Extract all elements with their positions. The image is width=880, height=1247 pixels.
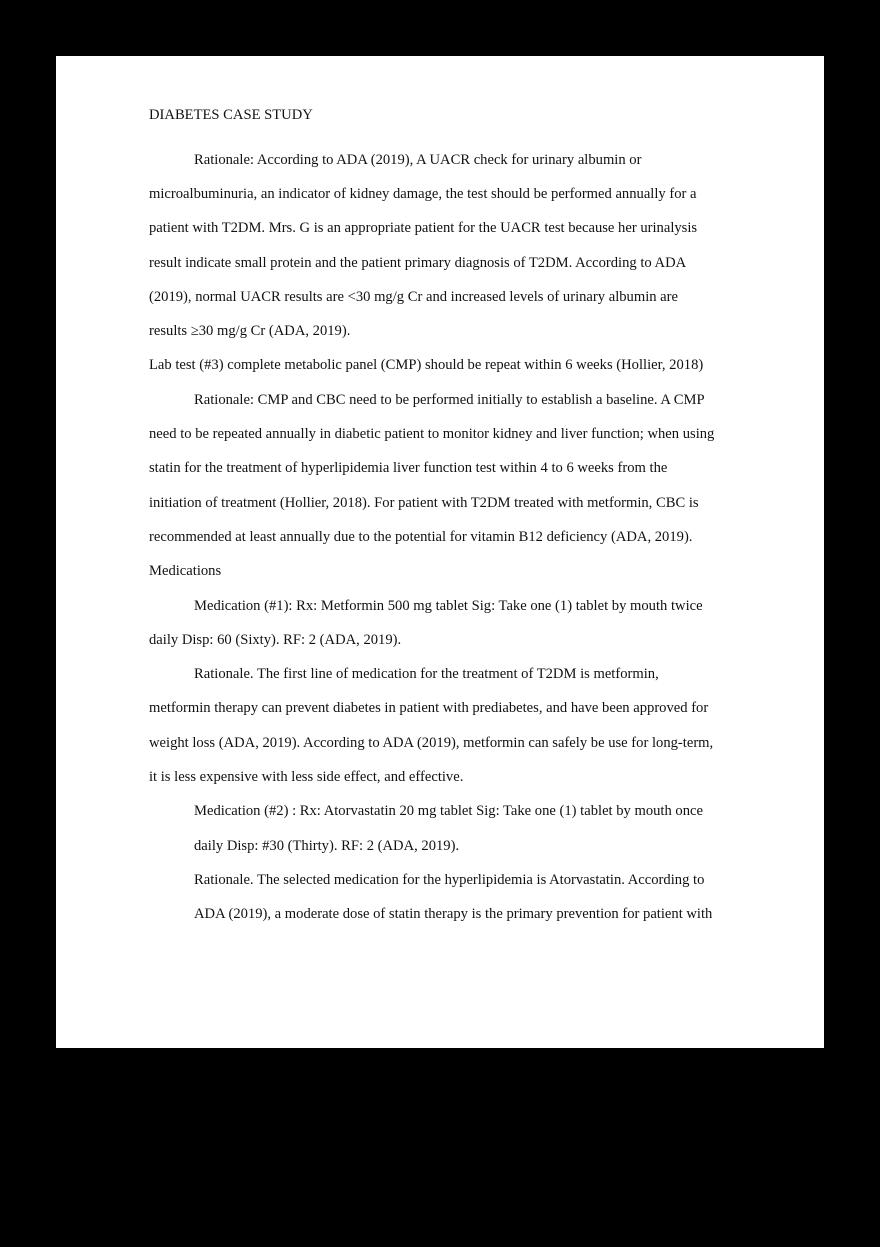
body-text-line: Rationale: CMP and CBC need to be performed initially to establish a baseline. A CMP — [194, 392, 705, 408]
body-text-line: Rationale. The first line of medication for the treatment of T2DM is metformin, — [194, 666, 659, 682]
body-text-line: Medication (#1): Rx: Metformin 500 mg tablet Sig: Take one (1) tablet by mouth twice — [194, 598, 703, 614]
body-text-line: statin for the treatment of hyperlipidemia liver function test within 4 to 6 weeks from the — [149, 460, 668, 476]
body-text-line: patient with T2DM. Mrs. G is an appropriate patient for the UACR test because her urinalysis — [149, 220, 698, 236]
body-text-line: weight loss (ADA, 2019). According to ADA (2019), metformin can safely be use for long-term, — [149, 735, 714, 751]
body-text-line: Rationale. The selected medication for the hyperlipidemia is Atorvastatin. According to — [194, 872, 705, 888]
body-text-line: result indicate small protein and the patient primary diagnosis of T2DM. According to ADA — [149, 255, 687, 271]
body-text-line: Lab test (#3) complete metabolic panel (CMP) should be repeat within 6 weeks (Hollier, 2018) — [149, 357, 704, 373]
body-text-line: Rationale: According to ADA (2019), A UACR check for urinary albumin or — [194, 152, 642, 168]
body-text-line: need to be repeated annually in diabetic patient to monitor kidney and liver function; when using — [149, 426, 715, 442]
body-text-line: Medication (#2) : Rx: Atorvastatin 20 mg tablet Sig: Take one (1) tablet by mouth once — [194, 803, 703, 819]
body-text-line: results ≥30 mg/g Cr (ADA, 2019). — [149, 323, 351, 339]
document-page — [56, 56, 824, 1048]
body-text-line: daily Disp: 60 (Sixty). RF: 2 (ADA, 2019). — [149, 632, 402, 648]
body-text-line: it is less expensive with less side effect, and effective. — [149, 769, 464, 785]
body-text-line: initiation of treatment (Hollier, 2018). For patient with T2DM treated with metformin, CBC is — [149, 495, 699, 511]
body-text-line: ADA (2019), a moderate dose of statin therapy is the primary prevention for patient with — [194, 906, 713, 922]
body-text-line: recommended at least annually due to the potential for vitamin B12 deficiency (ADA, 2019). — [149, 529, 693, 545]
running-header: DIABETES CASE STUDY — [149, 107, 313, 123]
body-text-line: Medications — [149, 563, 222, 579]
body-text-line: (2019), normal UACR results are <30 mg/g Cr and increased levels of urinary albumin are — [149, 289, 679, 305]
body-text-line: metformin therapy can prevent diabetes in patient with prediabetes, and have been approved for — [149, 700, 709, 716]
body-text-line: daily Disp: #30 (Thirty). RF: 2 (ADA, 2019). — [194, 838, 460, 854]
body-text-line: microalbuminuria, an indicator of kidney damage, the test should be performed annually for a — [149, 186, 697, 202]
